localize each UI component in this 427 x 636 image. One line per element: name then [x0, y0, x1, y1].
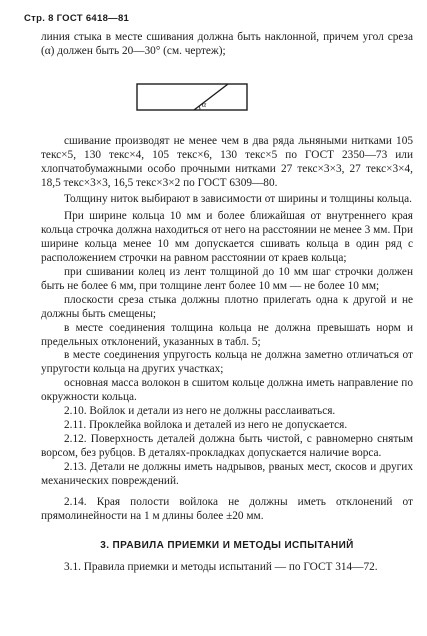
paragraph-ring-width: При ширине кольца 10 мм и более ближайшая от внутреннего края кольца строчка должна находиться от него на расстоянии не менее 3 мм. При ширине кольца менее 10 мм допускается сшивать кольца в один ряд с расположением строчки на равном расстоянии от краев кольца;	[41, 210, 413, 265]
clause-2-13: 2.13. Детали не должны иметь надрывов, рваных мест, скосов и других механических повреждений.	[41, 460, 413, 487]
paragraph-stitch-step: при сшивании колец из лент толщиной до 10 мм шаг строчки должен быть не более 6 мм, при толщине лент более 10 мм — не более 10 мм;	[41, 265, 413, 292]
clause-2-11: 2.11. Проклейка войлока и деталей из него не допускается.	[64, 418, 348, 431]
section-title: 3. ПРАВИЛА ПРИЕМКИ И МЕТОДЫ ИСПЫТАНИЙ	[100, 540, 354, 552]
paragraph-joint-thickness: в месте соединения толщина кольца не должна превышать норм и предельных отклонений, указанных в табл. 5;	[41, 321, 413, 348]
page-header: Стр. 8 ГОСТ 6418—81	[24, 13, 130, 24]
clause-2-14: 2.14. Края полости войлока не должны иметь отклонений от прямолинейности на 1 м длины более ±20 мм.	[41, 496, 413, 523]
page-body	[41, 31, 413, 575]
clause-2-12: 2.12. Поверхность деталей должна быть чистой, с равномерно снятым ворсом, без рубцов. В деталях-прокладках допускается наличие ворса.	[41, 432, 413, 459]
paragraph-cut-planes: плоскости среза стыка должны плотно прилегать одна к другой и не должны быть смещены;	[41, 293, 413, 320]
angle-label: α	[202, 99, 207, 109]
paragraph-fibers: основная масса волокон в сшитом кольце должна иметь направление по окружности кольца.	[41, 377, 413, 404]
joint-cut-svg	[136, 83, 248, 111]
joint-cut-diagram	[41, 65, 413, 131]
paragraph-stitching: сшивание производят не менее чем в два ряда льняными нитками 105 текс×5, 130 текс×4, 105 текс×6, 130 текс×5 по ГОСТ 2350—73 или хлопчатобумажными особо прочными нитками 27 текс×3×3, 27 текс×3×4, 18,5 текс×3×3, 16,5 текс×3×2 по ГОСТ 6309—80.	[41, 134, 413, 189]
paragraph-joint-line: линия стыка в месте сшивания должна быть наклонной, причем угол среза (α) должен быть 20—30° (см. чертеж);	[41, 31, 413, 57]
paragraph-joint-elasticity: в месте соединения упругость кольца не должна заметно отличаться от упругости кольца на других участках;	[41, 349, 413, 376]
clause-2-10: 2.10. Войлок и детали из него не должны расслаиваться.	[64, 405, 336, 418]
paragraph-thread-thickness: Толщину ниток выбирают в зависимости от ширины и толщины кольца.	[64, 193, 412, 206]
clause-3-1: 3.1. Правила приемки и методы испытаний — по ГОСТ 314—72.	[64, 561, 378, 574]
